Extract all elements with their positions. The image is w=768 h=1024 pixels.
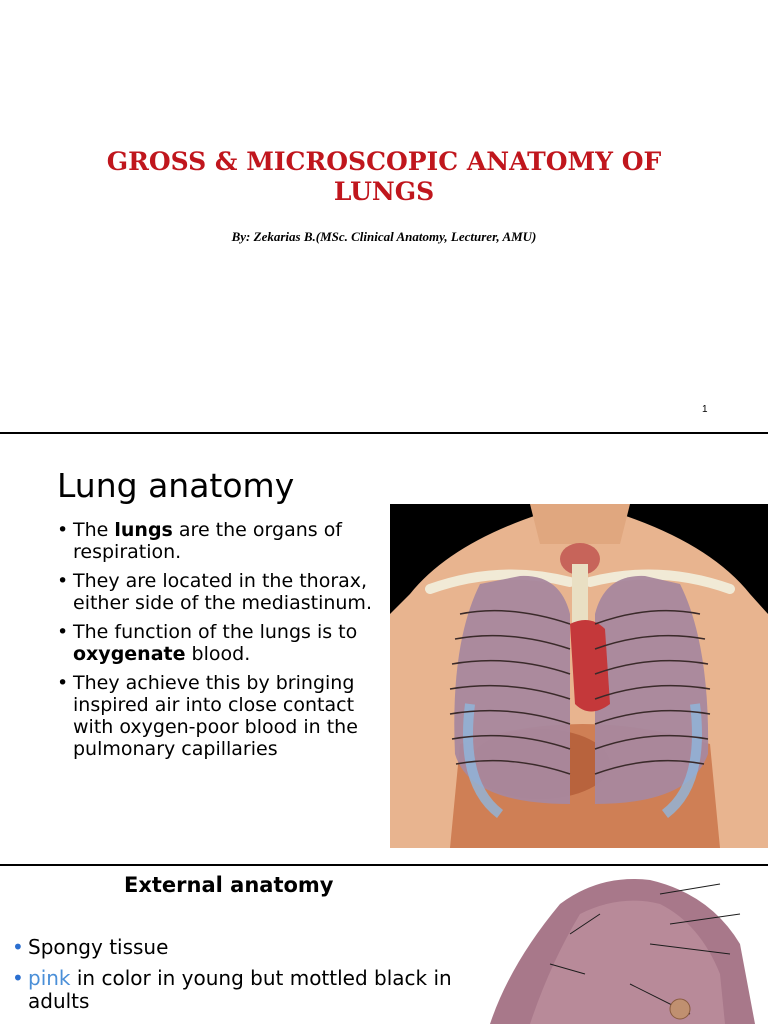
slide-1-title xyxy=(0,147,768,207)
bullet-text: They achieve this by bringing inspired air into close contact with oxygen-poor blood in the pulmonary capillaries xyxy=(73,672,358,760)
thorax-lungs-illustration xyxy=(390,504,768,848)
bullet-text: blood. xyxy=(185,643,251,665)
title-line-2: LUNGS xyxy=(333,177,435,206)
bullet-text: The xyxy=(73,519,115,541)
bullet-text: in color in young but mottled black in adults xyxy=(28,966,452,1013)
slide-2-title: Lung anatomy xyxy=(57,466,295,505)
slide-divider-2 xyxy=(0,864,768,866)
slide-2 xyxy=(0,434,768,864)
bullet-item xyxy=(57,621,377,665)
lung-specimen-photo xyxy=(490,874,768,1024)
title-line-1: GROSS & MICROSCOPIC ANATOMY OF xyxy=(106,147,662,176)
bullet-item xyxy=(57,519,377,563)
slide-3-title: External anatomy xyxy=(124,873,334,897)
bullet-item xyxy=(57,672,377,760)
slide-1 xyxy=(0,0,768,432)
bullet-text: The function of the lungs is to xyxy=(73,621,358,643)
bullet-item xyxy=(12,936,482,959)
bullet-text: They are located in the thorax, either side of the mediastinum. xyxy=(73,570,372,614)
byline: By: Zekarias B.(MSc. Clinical Anatomy, Lecturer, AMU) xyxy=(231,229,537,244)
external-anatomy-bullets xyxy=(12,936,482,1021)
bullet-text: are the organs of respiration. xyxy=(73,519,343,563)
bullet-item xyxy=(57,570,377,614)
bullet-bold: oxygenate xyxy=(73,643,186,665)
page-number: 1 xyxy=(702,404,708,415)
highlight-word: pink xyxy=(28,966,71,990)
lung-anatomy-bullets xyxy=(57,519,377,767)
bullet-bold: lungs xyxy=(114,519,173,541)
bullet-text: Spongy tissue xyxy=(28,935,169,959)
bullet-item xyxy=(12,967,482,1013)
